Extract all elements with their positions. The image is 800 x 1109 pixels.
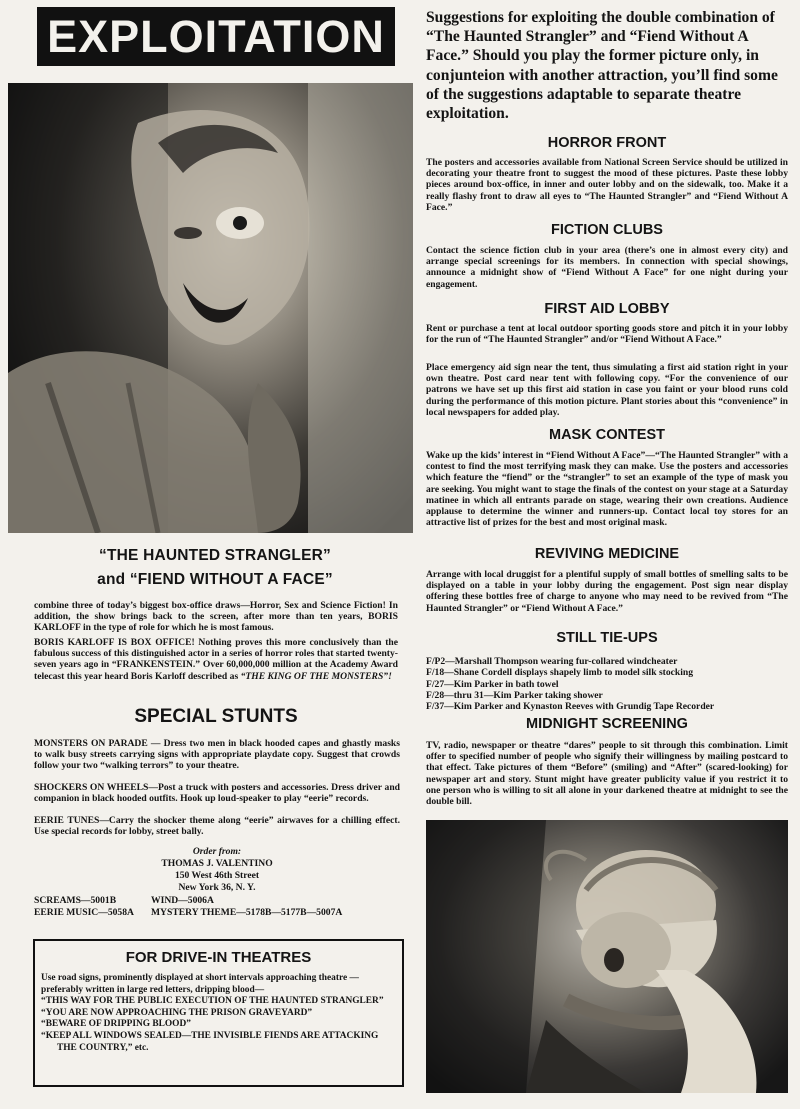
- still-item: F/37—Kim Parker and Kynaston Reeves with Grundig Tape Recorder: [426, 701, 715, 713]
- road-sign-item: “THIS WAY FOR THE PUBLIC EXECUTION OF THE HAUNTED STRANGLER”: [41, 996, 384, 1007]
- mask-contest-text: Wake up the kids’ interest in “Fiend Without A Face”—“The Haunted Strangler” with a contest to find the most terrifying mask they can make. Use the posters and accessories which feature the “fiend” or the “strangler” to set an example of the type of mask you are seeking. You might want to stage the finals of the contest on your stage at a Saturday matinee in which all entrants parade on stage, wearing their own creations. Audience applause to determine the winner and runners-up. Contact local toy stores for an attractive list of prizes for the best and most original mask.: [426, 450, 788, 529]
- fiend-attack-photo: [426, 820, 788, 1093]
- order-city: New York 36, N. Y.: [178, 882, 256, 893]
- first-aid-text-2: Place emergency aid sign near the tent, thus simulating a first aid station right in your own theatre. Post card near tent with following copy. “For the convenience of our patrons we have set up this first aid station in case you faint or your blood runs cold during the performance of this motion picture. Plant stories about this “convenience” in local newspapers for added play.: [426, 362, 788, 418]
- intro-paragraph: combine three of today’s biggest box-office draws—Horror, Sex and Science Fiction! In addition, the show brings back to the screen, after more than ten years, BORIS KARLOFF in the type of role for which he is most famous.: [34, 600, 398, 634]
- record-code: EERIE MUSIC—5058A: [34, 907, 134, 918]
- karloff-strangler-photo: [8, 83, 413, 533]
- stunt-eerie-tunes: EERIE TUNES—Carry the shocker theme along “eerie” airwaves for a chilling effect. Use special records for lobby, street bally.: [34, 815, 400, 838]
- road-sign-item: “YOU ARE NOW APPROACHING THE PRISON GRAVEYARD”: [41, 1007, 313, 1018]
- fiend-photo-art: [426, 820, 788, 1093]
- film-title-line1: “THE HAUNTED STRANGLER”: [99, 547, 331, 564]
- reviving-medicine-heading: REVIVING MEDICINE: [534, 546, 680, 562]
- still-tieups-heading: STILL TIE-UPS: [556, 630, 658, 646]
- karloff-paragraph-text: BORIS KARLOFF IS BOX OFFICE! Nothing proves this more conclusively than the fabulous success of this distinguished actor in a series of horror roles that started twenty-seven years ago in “FRANKENSTEIN.” Over 60,000,000 million at the Academy Award telecast this year heard Boris Karloff described as: [34, 637, 398, 682]
- record-codes: [34, 895, 400, 919]
- reviving-medicine-text: Arrange with local druggist for a plentiful supply of small bottles of smelling salts to be displayed on a table in your lobby during the engagement. Post sign near display offering these bottles free of charge to anyone who may need to be revived from “The Haunted Strangler” or “Fiend Without A Face.”: [426, 569, 788, 614]
- first-aid-text-1: Rent or purchase a tent at local outdoor sporting goods store and pitch it in your lobby for the run of “The Haunted Strangler” and/or “Fiend Without A Face.”: [426, 323, 788, 346]
- order-block: [34, 846, 400, 919]
- record-code: WIND—5006A: [151, 895, 214, 906]
- film-title-line2: and “FIEND WITHOUT A FACE”: [97, 571, 333, 588]
- fiction-clubs-heading: FICTION CLUBS: [551, 222, 663, 238]
- mask-contest-heading: MASK CONTEST: [549, 427, 665, 443]
- record-code: MYSTERY THEME—5178B—5177B—5007A: [151, 907, 343, 918]
- still-item: F/P2—Marshall Thompson wearing fur-collared windcheater: [426, 656, 678, 667]
- still-item: F/18—Shane Cordell displays shapely limb to model silk stocking: [426, 667, 694, 679]
- stunt-shockers-on-wheels: SHOCKERS ON WHEELS—Post a truck with posters and accessories. Dress driver and companion in black hooded outfits. Hook up loud-speaker to play “eerie” records.: [34, 782, 400, 805]
- midnight-screening-text: TV, radio, newspaper or theatre “dares” people to sit through this combination. Limit offer to specified number of people who signify their willingness by mailing postcard to that effect. Take pictures of them “Before” (smiling) and “After” (scared-looking) for newspaper art and story. Stunt might have greater publicity value if you restrict it to one person who is willing to sit all alone in your darkened theatre at midnight to see the double bill.: [426, 740, 788, 808]
- order-name: THOMAS J. VALENTINO: [161, 858, 273, 869]
- drive-in-intro: Use road signs, prominently displayed at short intervals approaching theatre —preferably written in large red letters, dripping blood—: [41, 973, 359, 995]
- horror-front-heading: HORROR FRONT: [547, 135, 667, 151]
- order-from-label: Order from:: [192, 846, 242, 857]
- horror-front-text: The posters and accessories available from National Screen Service should be utilized in decorating your theatre front to suggest the mood of these pictures. Paste these lobby pieces around box-office, in inner and outer lobby and on the sidewalk, too. Make it a really flashy front to draw all eyes to “The Haunted Strangler” and “Fiend Without A Face.”: [426, 157, 788, 213]
- first-aid-heading: FIRST AID LOBBY: [544, 301, 670, 317]
- still-item: F/28—thru 31—Kim Parker taking shower: [426, 689, 603, 701]
- king-of-monsters-phrase: “THE KING OF THE MONSTERS”!: [240, 670, 392, 682]
- drive-in-list: [41, 973, 396, 1054]
- midnight-screening-heading: MIDNIGHT SCREENING: [526, 716, 688, 732]
- karloff-paragraph: [34, 637, 398, 682]
- still-item: F/27—Kim Parker in bath towel: [426, 678, 559, 690]
- masthead: EXPLOITATION: [37, 7, 395, 66]
- road-sign-item: “KEEP ALL WINDOWS SEALED—THE INVISIBLE FIENDS ARE ATTACKING THE COUNTRY,” etc.: [41, 1030, 379, 1053]
- strangler-photo-art: [8, 83, 413, 533]
- drive-in-heading: FOR DRIVE-IN THEATRES: [125, 949, 312, 966]
- road-sign-item: “BEWARE OF DRIPPING BLOOD”: [41, 1019, 191, 1030]
- order-street: 150 West 46th Street: [174, 870, 260, 881]
- fiction-clubs-text: Contact the science fiction club in your area (there’s one in almost every city) and arrange special screenings for its members. In connection with special showings, announce a midnight show of “Fiend Without A Face” for one night during your engagement.: [426, 245, 788, 290]
- still-tieups-list: [426, 656, 788, 712]
- special-stunts-heading: SPECIAL STUNTS: [134, 706, 298, 727]
- stunt-monsters-on-parade: MONSTERS ON PARADE — Dress two men in black hooded capes and ghastly masks to walk busy streets carrying signs with appropriate playdate copy. Suggest that crowds follow your two “walking terrors” to your theatre.: [34, 738, 400, 772]
- intro-suggestions: Suggestions for exploiting the double combination of “The Haunted Strangler” and “Fiend Without A Face.” Should you play the former picture only, in conjunteion with another attraction, you’ll find some of the suggestions adaptable to separate theatre exploitation.: [426, 9, 778, 123]
- drive-in-box: [33, 939, 404, 1087]
- record-code: SCREAMS—5001B: [34, 895, 117, 906]
